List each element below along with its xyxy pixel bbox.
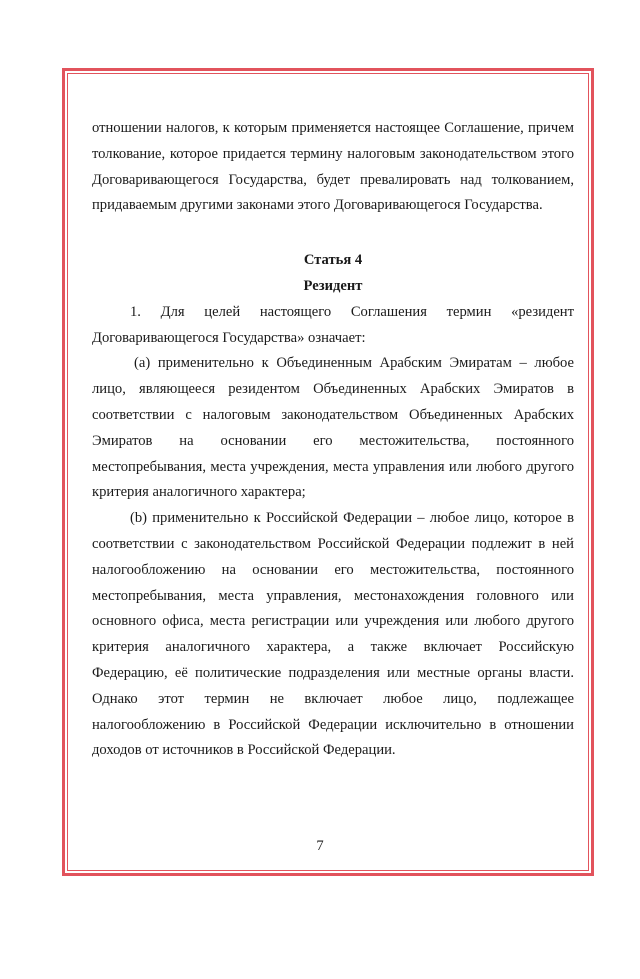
text-line: 1. Для целей настоящего Соглашения термин «резидент: [130, 303, 574, 320]
text-line: Федерацию, её политические подразделения или местные органы власти.: [92, 664, 574, 681]
text-line: Договаривающегося Государства» означает:: [92, 329, 366, 346]
text-line: доходов от источников в Российской Федерации.: [92, 742, 396, 759]
text-line: соответствии с налоговым законодательством Объединенных Арабских: [92, 406, 574, 423]
page-number: 7: [316, 838, 324, 854]
text-line: лицо, являющееся резидентом Объединенных Арабских Эмиратов в: [92, 381, 574, 398]
text-line: отношении налогов, к которым применяется настоящее Соглашение, причем: [92, 120, 574, 136]
text-line: местопребывания, места управления, местонахождения головного или: [92, 587, 574, 604]
text-line: Эмиратов на основании его местожительства, постоянного: [92, 432, 574, 449]
text-line: основного офиса, места регистрации или учреждения или любого другого: [92, 613, 574, 630]
text-line: (b) применительно к Российской Федерации – любое лицо, которое в: [130, 510, 574, 527]
text-line: критерия аналогичного характера;: [92, 484, 306, 501]
text-line: критерия аналогичного характера, а также включает Российскую: [92, 639, 574, 656]
text-line: соответствии с законодательством Российской Федерации подлежит в ней: [92, 535, 574, 552]
text-line: налогообложению в Российской Федерации исключительно в отношении: [92, 716, 574, 733]
article-number: Статья 4: [303, 252, 363, 269]
text-line: (a) применительно к Объединенным Арабским Эмиратам – любое: [134, 355, 574, 372]
text-line: Однако этот термин не включает любое лицо, подлежащее: [92, 690, 574, 707]
text-line: местопребывания, места учреждения, места управления или любого другого: [92, 458, 574, 475]
article-title: Резидент: [303, 277, 363, 294]
text-line: придаваемым другими законами этого Договаривающегося Государства.: [92, 197, 543, 214]
text-line: Договаривающегося Государства, будет превалировать над толкованием,: [92, 171, 574, 188]
text-line: налогообложению на основании его местожительства, постоянного: [92, 561, 574, 578]
page-content: [92, 116, 574, 764]
text-line: толкование, которое придается термину налоговым законодательством этого: [92, 145, 574, 162]
